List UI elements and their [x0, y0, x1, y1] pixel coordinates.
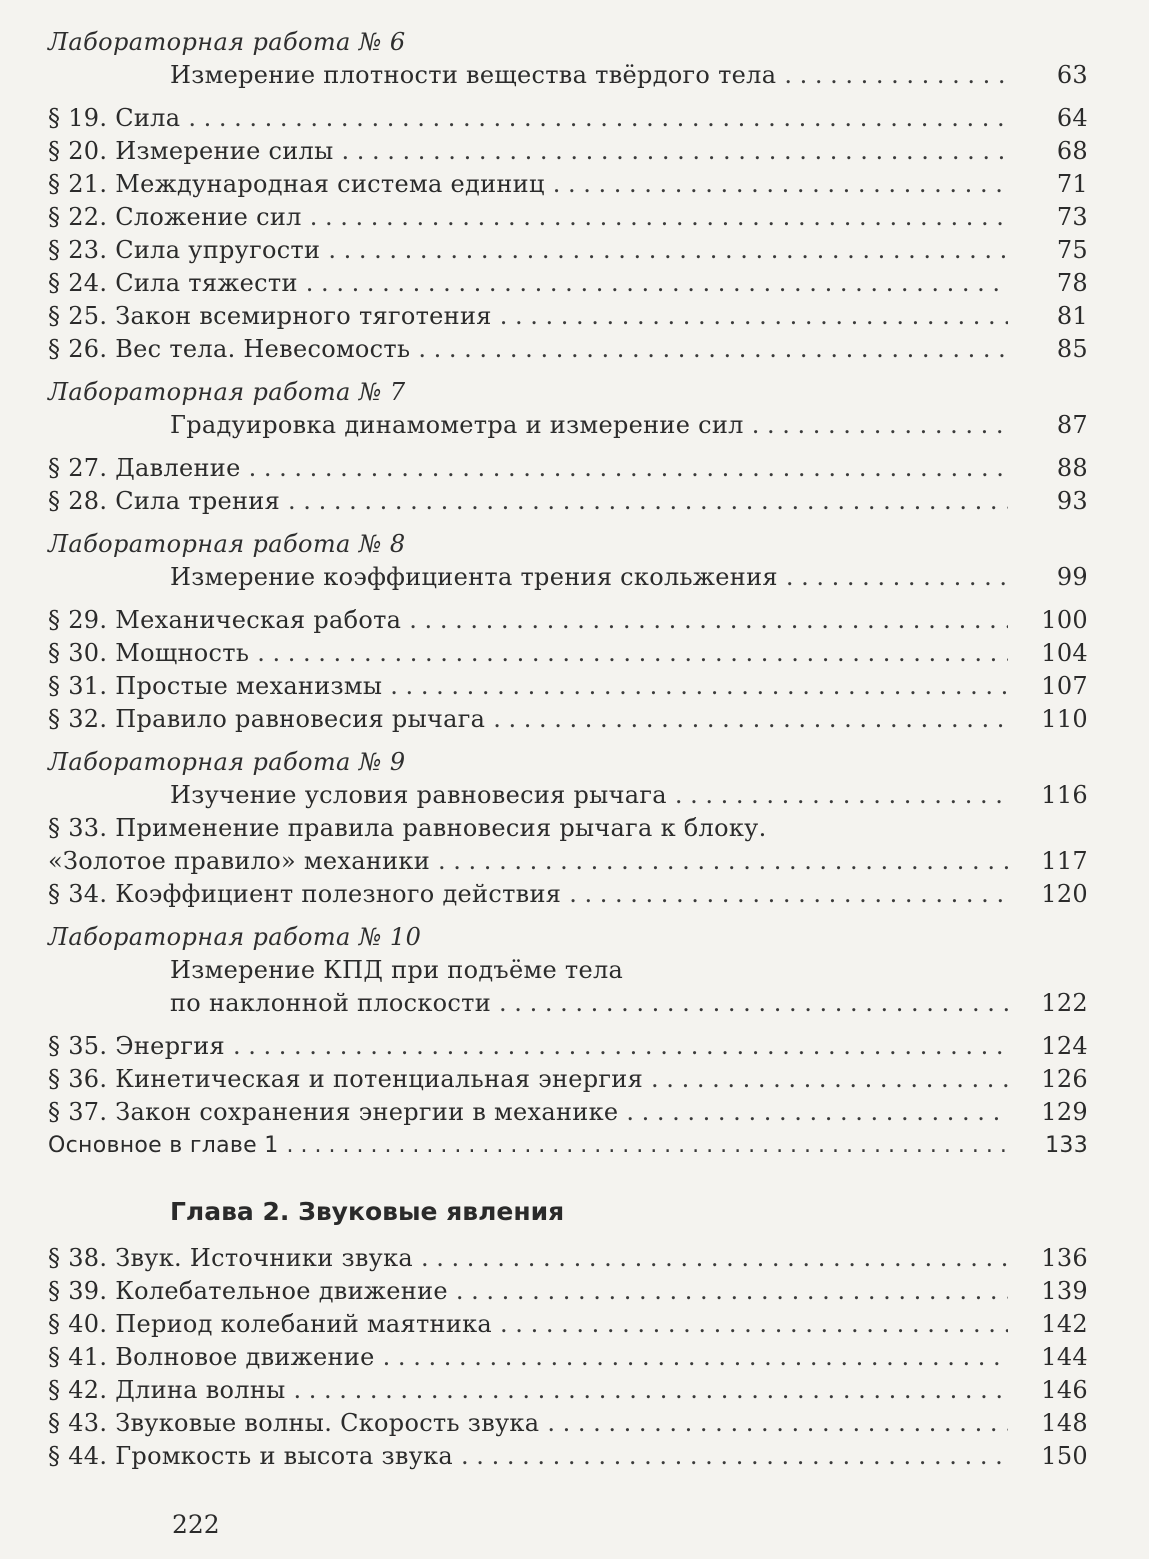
entry-label: § 34. Коэффициент полезного действия	[48, 880, 562, 908]
dot-leader	[493, 703, 1008, 736]
entry-label: § 19. Сила	[48, 104, 181, 132]
entry-label: § 36. Кинетическая и потенциальная энергия	[48, 1065, 644, 1093]
entry-page-number: 78	[1056, 269, 1088, 297]
toc-row	[48, 1374, 1088, 1407]
page-number: 222	[172, 1510, 220, 1539]
entry-label: «Золотое правило» механики	[48, 847, 431, 875]
entry-page-number: 107	[1041, 672, 1088, 700]
entry-page-number: 142	[1041, 1310, 1088, 1338]
toc-row	[48, 59, 1088, 92]
dot-leader	[287, 1129, 1008, 1162]
dot-leader	[651, 1063, 1008, 1096]
toc-row	[48, 135, 1088, 168]
dot-leader	[294, 1374, 1008, 1407]
toc-row	[48, 1063, 1088, 1096]
entry-page-number: 136	[1041, 1244, 1088, 1272]
spacer	[48, 1020, 1088, 1030]
dot-leader	[418, 333, 1008, 366]
dot-leader	[188, 102, 1008, 135]
entry-page-number: 124	[1041, 1032, 1088, 1060]
entry-label: § 21. Международная система единиц	[48, 170, 545, 198]
spacer	[48, 911, 1088, 921]
entry-label: Основное в главе 1	[48, 1133, 279, 1158]
entry-page-number: 148	[1041, 1409, 1088, 1437]
dot-leader	[306, 267, 1008, 300]
entry-label: § 44. Громкость и высота звука	[48, 1442, 454, 1470]
toc-row	[48, 333, 1088, 366]
toc-row	[48, 102, 1088, 135]
entry-page-number: 73	[1056, 203, 1088, 231]
dot-leader	[499, 987, 1008, 1020]
toc-row	[48, 670, 1088, 703]
entry-label: Измерение плотности вещества твёрдого тела	[170, 61, 777, 89]
dot-leader	[421, 1242, 1008, 1275]
dot-leader	[438, 845, 1008, 878]
dot-leader	[342, 135, 1009, 168]
toc-row	[48, 779, 1088, 812]
dot-leader	[784, 59, 1008, 92]
lab-work-heading: Лабораторная работа № 8	[48, 530, 406, 558]
entry-page-number: 88	[1056, 454, 1088, 482]
toc-row	[48, 300, 1088, 333]
entry-page-number: 144	[1041, 1343, 1088, 1371]
entry-label: Изучение условия равновесия рычага	[170, 781, 667, 809]
entry-label: § 28. Сила трения	[48, 487, 281, 515]
entry-page-number: 117	[1041, 847, 1088, 875]
toc-row	[48, 168, 1088, 201]
lab-work-heading: Лабораторная работа № 7	[48, 378, 406, 406]
toc-row	[48, 878, 1088, 911]
dot-leader	[383, 1341, 1008, 1374]
entry-label: Измерение коэффициента трения скольжения	[170, 563, 778, 591]
entry-page-number: 133	[1045, 1133, 1088, 1158]
toc-line	[48, 954, 1088, 987]
entry-label: § 39. Колебательное движение	[48, 1277, 448, 1305]
dot-leader	[547, 1407, 1008, 1440]
entry-label: Градуировка динамометра и измерение сил	[170, 411, 744, 439]
entry-label: § 43. Звуковые волны. Скорость звука	[48, 1409, 540, 1437]
entry-page-number: 104	[1041, 639, 1088, 667]
entry-label: § 31. Простые механизмы	[48, 672, 383, 700]
entry-label: § 27. Давление	[48, 454, 241, 482]
entry-label: Измерение КПД при подъёме тела	[170, 956, 624, 984]
toc-row	[48, 267, 1088, 300]
toc-row	[48, 234, 1088, 267]
toc-row	[48, 703, 1088, 736]
dot-leader	[328, 234, 1008, 267]
spacer	[48, 594, 1088, 604]
toc-row	[48, 452, 1088, 485]
chapter-title: Глава 2. Звуковые явления	[170, 1197, 565, 1226]
lab-work-heading: Лабораторная работа № 6	[48, 28, 406, 56]
toc-row	[48, 409, 1088, 442]
entry-label: § 24. Сила тяжести	[48, 269, 298, 297]
entry-label: § 23. Сила упругости	[48, 236, 321, 264]
entry-page-number: 116	[1041, 781, 1088, 809]
entry-label: § 26. Вес тела. Невесомость	[48, 335, 411, 363]
toc-row	[48, 1096, 1088, 1129]
entry-page-number: 146	[1041, 1376, 1088, 1404]
entry-label: § 30. Мощность	[48, 639, 250, 667]
entry-label: по наклонной плоскости	[170, 989, 492, 1017]
dot-leader	[569, 878, 1008, 911]
toc-row	[48, 1341, 1088, 1374]
entry-label: § 38. Звук. Источники звука	[48, 1244, 413, 1272]
toc-row	[48, 1275, 1088, 1308]
spacer	[48, 736, 1088, 746]
dot-leader	[675, 779, 1008, 812]
spacer	[48, 92, 1088, 102]
entry-page-number: 122	[1041, 989, 1088, 1017]
toc-row	[48, 201, 1088, 234]
dot-leader	[500, 1308, 1008, 1341]
spacer	[48, 1162, 1088, 1192]
entry-label: § 42. Длина волны	[48, 1376, 286, 1404]
entry-label: § 32. Правило равновесия рычага	[48, 705, 486, 733]
dot-leader	[249, 452, 1008, 485]
entry-page-number: 64	[1056, 104, 1088, 132]
toc-row	[48, 1030, 1088, 1063]
toc-row	[48, 604, 1088, 637]
entry-label: § 33. Применение правила равновесия рычага к блоку.	[48, 814, 767, 842]
entry-page-number: 100	[1041, 606, 1088, 634]
entry-label: § 37. Закон сохранения энергии в механике	[48, 1098, 619, 1126]
toc-line	[48, 812, 1088, 845]
entry-page-number: 75	[1056, 236, 1088, 264]
toc-row	[48, 485, 1088, 518]
dot-leader	[461, 1440, 1008, 1473]
lab-work-heading: Лабораторная работа № 9	[48, 748, 406, 776]
toc-row	[48, 637, 1088, 670]
toc-row	[48, 1407, 1088, 1440]
entry-label: § 25. Закон всемирного тяготения	[48, 302, 492, 330]
dot-leader	[752, 409, 1008, 442]
dot-leader	[500, 300, 1008, 333]
entry-label: § 40. Период колебаний маятника	[48, 1310, 493, 1338]
lab-work-heading: Лабораторная работа № 10	[48, 923, 422, 951]
toc-row	[48, 1308, 1088, 1341]
dot-leader	[626, 1096, 1008, 1129]
dot-leader	[390, 670, 1008, 703]
entry-page-number: 110	[1041, 705, 1088, 733]
spacer	[48, 442, 1088, 452]
entry-page-number: 129	[1041, 1098, 1088, 1126]
table-of-contents	[48, 26, 1088, 1473]
entry-label: § 22. Сложение сил	[48, 203, 302, 231]
spacer	[48, 518, 1088, 528]
spacer	[48, 1232, 1088, 1242]
toc-row	[48, 561, 1088, 594]
entry-page-number: 139	[1041, 1277, 1088, 1305]
chapter-summary-row	[48, 1129, 1088, 1162]
entry-page-number: 63	[1056, 61, 1088, 89]
entry-label: § 29. Механическая работа	[48, 606, 402, 634]
dot-leader	[456, 1275, 1008, 1308]
dot-leader	[310, 201, 1008, 234]
dot-leader	[233, 1030, 1008, 1063]
entry-label: § 20. Измерение силы	[48, 137, 334, 165]
dot-leader	[288, 485, 1008, 518]
entry-page-number: 126	[1041, 1065, 1088, 1093]
dot-leader	[786, 561, 1008, 594]
entry-page-number: 87	[1056, 411, 1088, 439]
entry-label: § 35. Энергия	[48, 1032, 225, 1060]
entry-page-number: 150	[1041, 1442, 1088, 1470]
entry-page-number: 99	[1056, 563, 1088, 591]
spacer	[48, 366, 1088, 376]
entry-page-number: 120	[1041, 880, 1088, 908]
entry-page-number: 71	[1056, 170, 1088, 198]
entry-page-number: 81	[1056, 302, 1088, 330]
toc-row	[48, 1242, 1088, 1275]
entry-label: § 41. Волновое движение	[48, 1343, 375, 1371]
toc-row	[48, 987, 1088, 1020]
entry-page-number: 93	[1056, 487, 1088, 515]
toc-row	[48, 1440, 1088, 1473]
toc-row	[48, 845, 1088, 878]
dot-leader	[409, 604, 1008, 637]
dot-leader	[257, 637, 1008, 670]
entry-page-number: 85	[1056, 335, 1088, 363]
dot-leader	[553, 168, 1008, 201]
entry-page-number: 68	[1056, 137, 1088, 165]
